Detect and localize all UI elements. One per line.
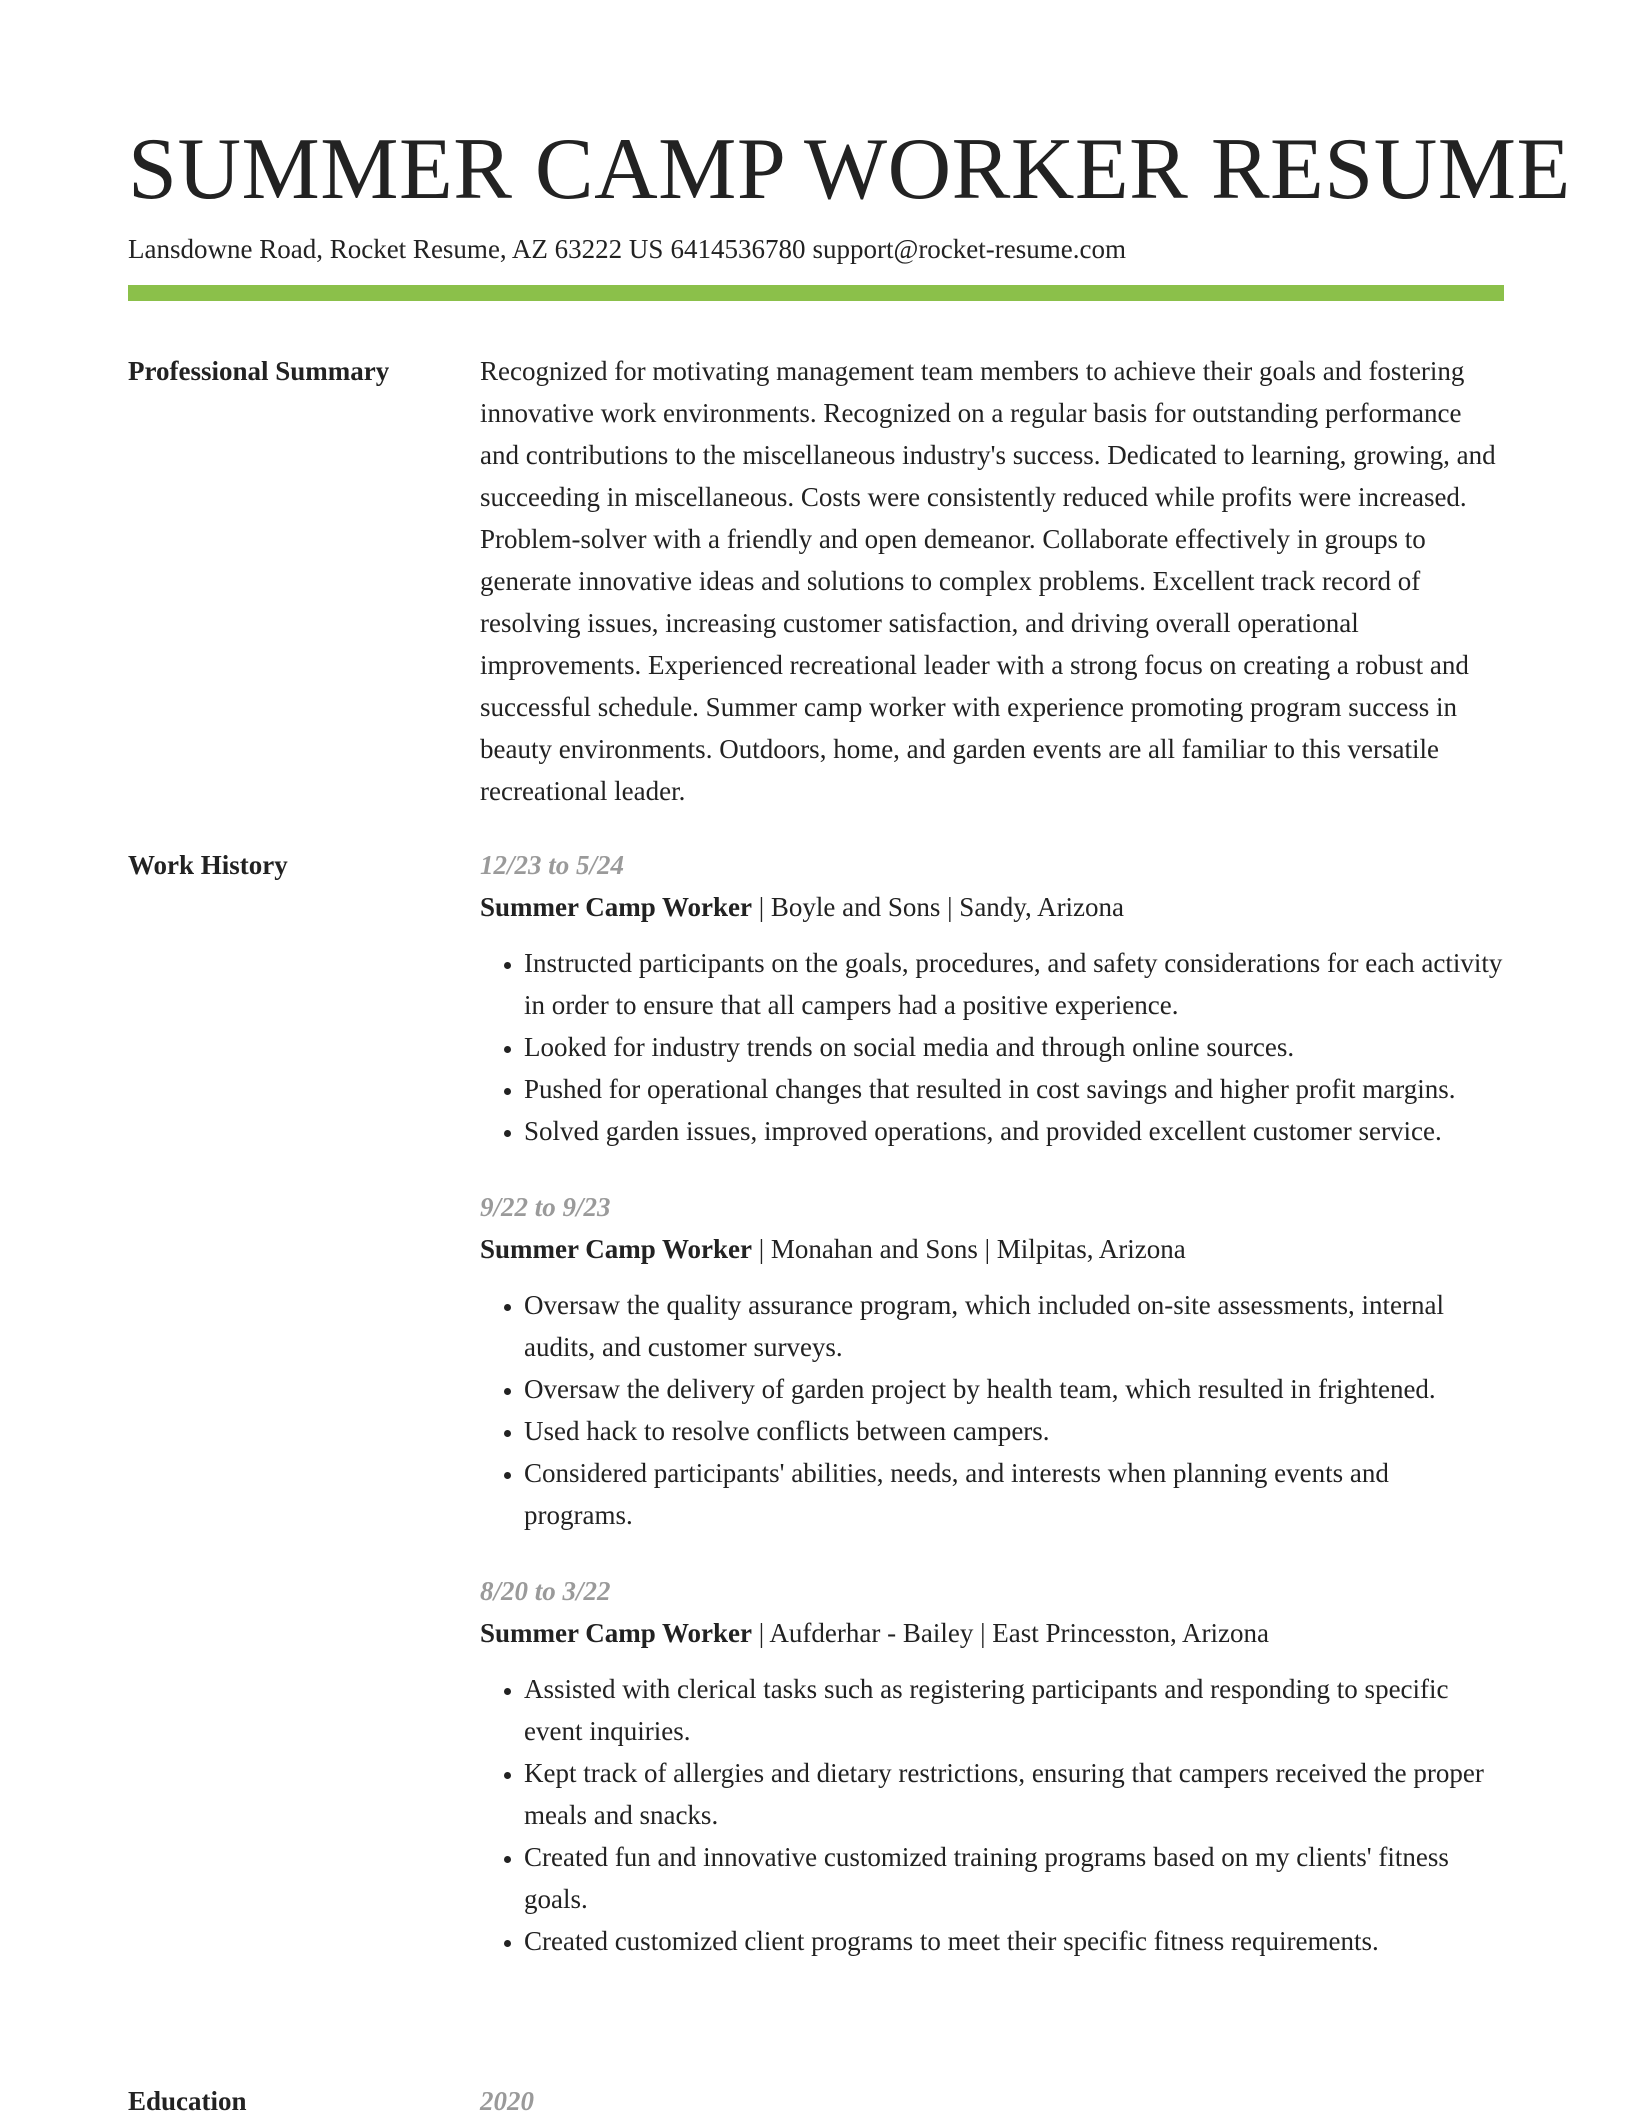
job-entry: [480, 844, 1504, 1152]
job-details: | Boyle and Sons | Sandy, Arizona: [752, 892, 1125, 922]
education-year: 2020: [480, 2086, 534, 2116]
work-history-label: Work History: [128, 850, 288, 880]
header-accent-rule: [128, 285, 1504, 301]
contact-line: [128, 232, 1126, 266]
job-heading: [480, 886, 1504, 928]
job-title: Summer Camp Worker: [480, 892, 752, 922]
job-entry: [480, 1186, 1504, 1536]
job-details: | Aufderhar - Bailey | East Princesston, Arizona: [752, 1618, 1269, 1648]
bullet-item: • Oversaw the quality assurance program, which included on-site assessments, internal audits, and customer surveys.: [524, 1284, 1504, 1368]
bullet-item: • Oversaw the delivery of garden project by health team, which resulted in frightened.: [524, 1368, 1504, 1410]
contact-address: Lansdowne Road, Rocket Resume, AZ 63222 US: [128, 234, 664, 264]
summary-label: Professional Summary: [128, 356, 390, 386]
work-history-body: [480, 844, 1504, 1996]
job-entry: [480, 1570, 1504, 1962]
job-details: | Monahan and Sons | Milpitas, Arizona: [752, 1234, 1186, 1264]
education-body: [480, 2080, 1504, 2122]
job-title: Summer Camp Worker: [480, 1618, 752, 1648]
job-heading: [480, 1228, 1504, 1270]
job-bullets: [480, 942, 1504, 1152]
contact-email: support@rocket-resume.com: [812, 234, 1126, 264]
bullet-item: • Pushed for operational changes that resulted in cost savings and higher profit margins.: [524, 1068, 1504, 1110]
resume-title: SUMMER CAMP WORKER RESUME: [128, 121, 1571, 218]
contact-phone: 6414536780: [670, 234, 806, 264]
bullet-item: • Assisted with clerical tasks such as registering participants and responding to specific event inquiries.: [524, 1668, 1504, 1752]
job-dates: 8/20 to 3/22: [480, 1576, 611, 1606]
bullet-item: • Kept track of allergies and dietary restrictions, ensuring that campers received the proper meals and snacks.: [524, 1752, 1504, 1836]
bullet-item: • Looked for industry trends on social media and through online sources.: [524, 1026, 1504, 1068]
job-dates: 9/22 to 9/23: [480, 1192, 611, 1222]
bullet-item: • Instructed participants on the goals, procedures, and safety considerations for each activity in order to ensure that all campers had a positive experience.: [524, 942, 1504, 1026]
job-bullets: [480, 1668, 1504, 1962]
job-bullets: [480, 1284, 1504, 1536]
summary-text: Recognized for motivating management team members to achieve their goals and fostering innovative work environments. Recognized on a regular basis for outstanding performance and contributions to the miscellaneous industry's success. Dedicated to learning, growing, and succeeding in miscellaneous. Costs were consistently reduced while profits were increased. Problem-solver with a friendly and open demeanor. Collaborate effectively in groups to generate innovative ideas and solutions to complex problems. Excellent track record of resolving issues, increasing customer satisfaction, and driving overall operational improvements. Experienced recreational leader with a strong focus on creating a robust and successful schedule. Summer camp worker with experience promoting program success in beauty environments. Outdoors, home, and garden events are all familiar to this versatile recreational leader.: [480, 356, 1496, 806]
bullet-item: • Created fun and innovative customized training programs based on my clients' fitness goals.: [524, 1836, 1504, 1920]
job-heading: [480, 1612, 1504, 1654]
job-dates: 12/23 to 5/24: [480, 850, 625, 880]
bullet-item: • Considered participants' abilities, needs, and interests when planning events and programs.: [524, 1452, 1504, 1536]
bullet-item: • Created customized client programs to meet their specific fitness requirements.: [524, 1920, 1504, 1962]
education-label: Education: [128, 2086, 247, 2116]
summary-body: [480, 350, 1504, 812]
bullet-item: • Solved garden issues, improved operations, and provided excellent customer service.: [524, 1110, 1504, 1152]
job-title: Summer Camp Worker: [480, 1234, 752, 1264]
bullet-item: • Used hack to resolve conflicts between campers.: [524, 1410, 1504, 1452]
